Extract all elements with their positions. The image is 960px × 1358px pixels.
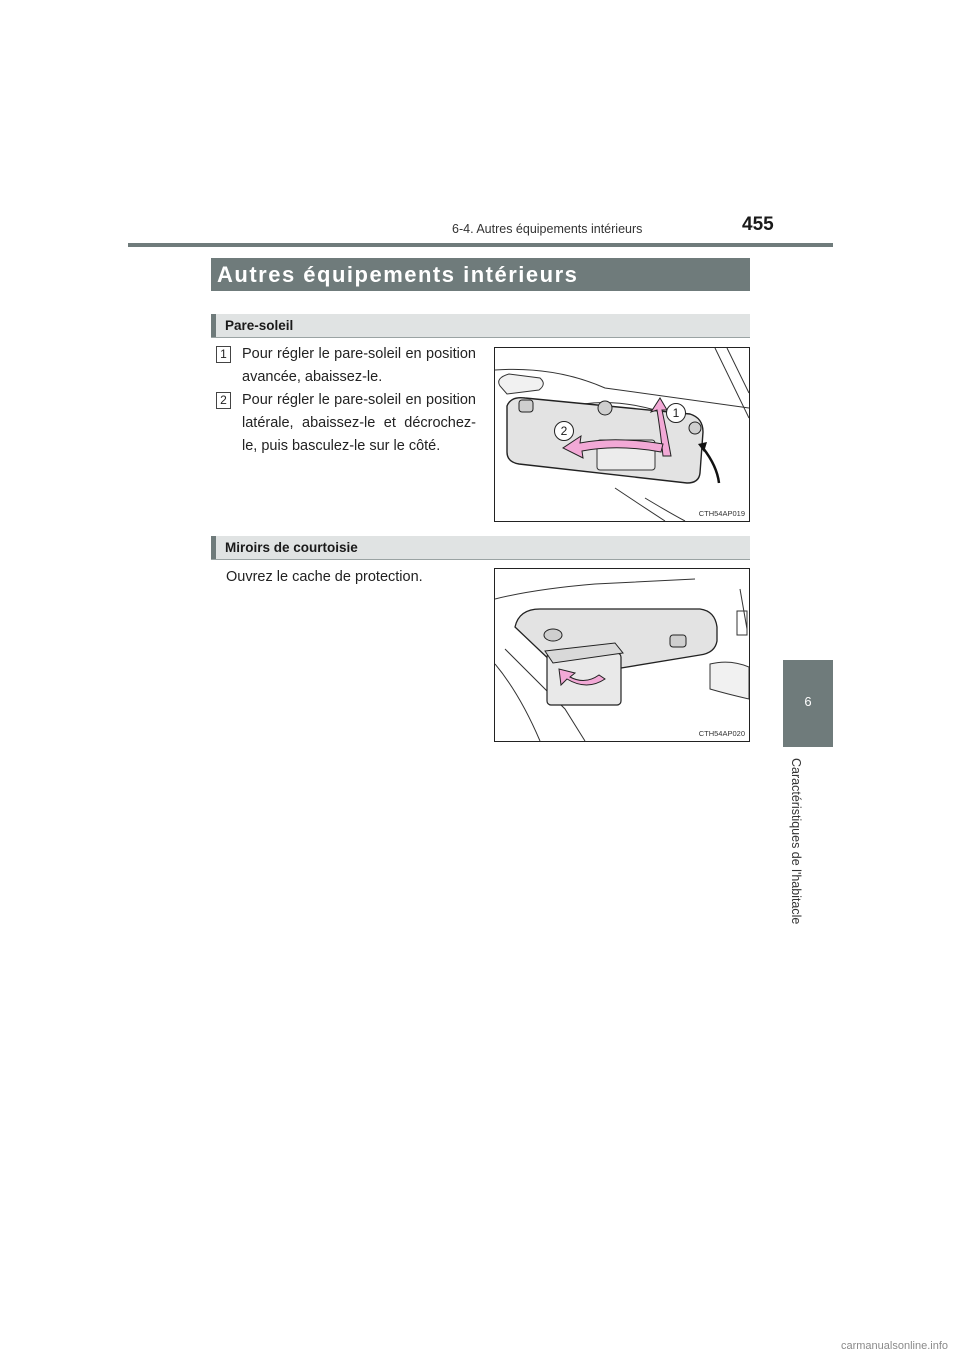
vanity-mirror-illustration (494, 568, 750, 742)
chapter-number: 6 (804, 694, 812, 709)
step-1-icon: 1 (216, 346, 231, 363)
page-number: 455 (742, 214, 774, 235)
callout-2-label: 2 (560, 424, 568, 438)
step-2-text: Pour régler le pare-soleil en position latérale, abaissez-le et décrochez-le, puis basculez-le sur le côté. (242, 392, 476, 454)
sun-visor-illustration (494, 347, 750, 522)
heading-marker (211, 314, 216, 337)
figure-code: CTH54AP019 (698, 509, 745, 518)
sun-visor-drawing (495, 348, 749, 521)
section-heading-sun-visor (211, 314, 750, 338)
chapter-title: Caractéristiques de l'habitacle (789, 758, 803, 925)
section-heading-label: Pare-soleil (225, 318, 294, 333)
section-heading-vanity-mirrors (211, 536, 750, 560)
header-rule (128, 243, 833, 247)
heading-marker (211, 536, 216, 559)
figure-code: CTH54AP020 (698, 729, 745, 738)
step-1-text: Pour régler le pare-soleil en position avancée, abaissez-le. (242, 346, 476, 385)
vanity-mirror-instruction: Ouvrez le cache de protection. (226, 569, 423, 585)
step-2-icon: 2 (216, 392, 231, 409)
callout-1-label: 1 (672, 406, 680, 420)
running-header-section: 6-4. Autres équipements intérieurs (452, 222, 643, 236)
vanity-mirror-drawing (495, 569, 749, 741)
page-title: Autres équipements intérieurs (211, 258, 750, 291)
section-heading-label: Miroirs de courtoisie (225, 540, 358, 555)
footer-watermark: carmanualsonline.info (840, 1340, 948, 1352)
